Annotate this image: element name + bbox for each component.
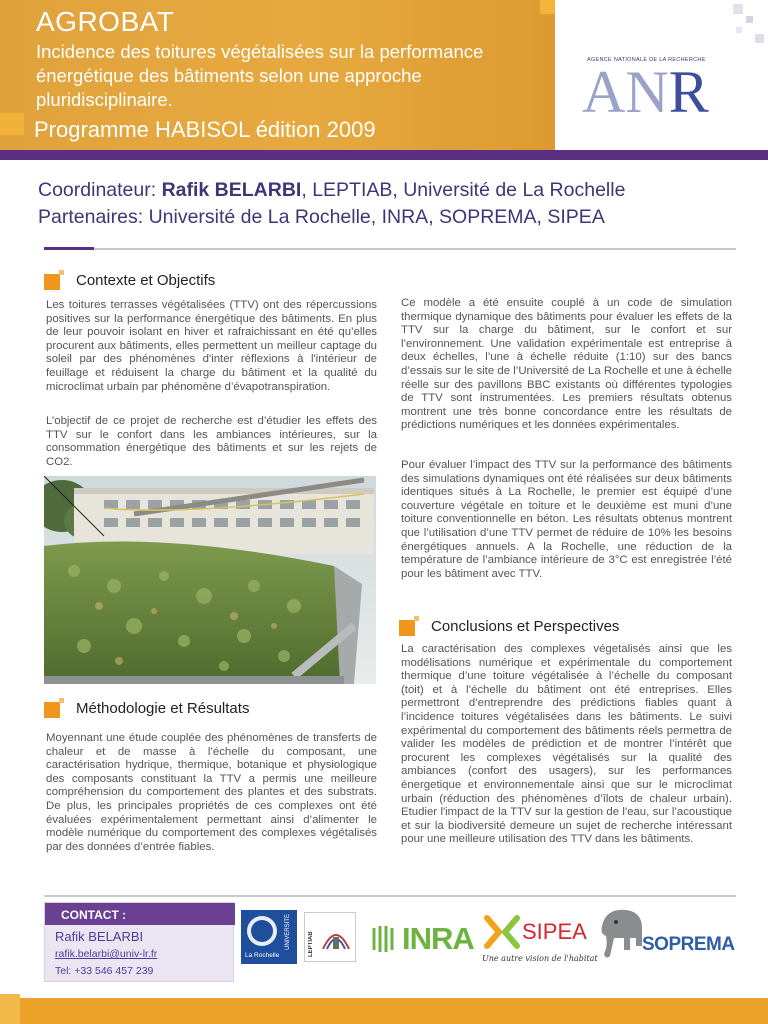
- divider-accent: [44, 247, 94, 250]
- section-title: Contexte et Objectifs: [76, 271, 216, 289]
- universite-la-rochelle-logo: [241, 910, 297, 964]
- soprema-logo: [596, 906, 742, 966]
- section-title: Méthodologie et Résultats: [76, 699, 250, 717]
- conclusions-paragraph: La caractérisation des complexes végetalisés ainsi que les modélisations numérique et expérimentale du comportement thermique d’une toiture végétalisée à l’échelle du composant (toit) et à l’échelle du bâtiment ont été entreprises. Elles permettront d’entreprendre des prédictions fiables quant à l’incidence toitures végétalisées dans les bâtiments. Le suivi expérimental du comportement des bâtiments réels permettra de valider les modèles de prédiction et de montrer l’intérêt que procurent les complexes végétalisés sur la qualité des ambiances (confort des usagers), sur les performances énergetique et environnementale ainsi que sur le microclimat urbain (réduction des phénomènes d’îlots de chaleur urbain). Etudier l'impact de la TTV sur la gestion de l'eau, sur l’acoustique et sur la biodiversité demeure un sujet de recherche intéressant pour une meilleure utilisation des TTV dans les bâtiments.: [401, 643, 732, 846]
- leptiab-logo: [304, 912, 356, 962]
- section-header-conclusions: [399, 616, 619, 636]
- logo-vertical-text: UNIVERSITÉ: [285, 913, 291, 950]
- anr-logo: [582, 52, 742, 125]
- results-paragraph-2: Pour évaluer l’impact des TTV sur la performance des bâtiments des simulations dynamiques ont été réalisées sur deux bâtiments identiques situés à La Rochelle, le premier est équipé d’une couverture végétale en toiture et le deuxième est muni d’une toiture conventionnelle en béton. Les résultats obtenus montrent que l’utilisation d’une TTV permet de réduire de 10% les besoins énergétiques annuels. A la Rochelle, une réduction de la température de l’ambiance intérieure de 3°C est enregistrée l’été pour les bâtiment avec TTV.: [401, 459, 732, 580]
- decor-square: [733, 4, 743, 14]
- inra-logo: [368, 922, 474, 958]
- section-header-methodology: [44, 698, 249, 718]
- decor-square: [755, 34, 764, 43]
- partners-text: Université de La Rochelle, INRA, SOPREMA, SIPEA: [148, 206, 605, 228]
- footer-decoration: [0, 994, 20, 1024]
- section-square-icon: [44, 270, 66, 290]
- footer-orange-bar: [0, 998, 768, 1024]
- project-subtitle: Incidence des toitures végétalisées sur la performance énergétique des bâtiments selon une approche pluridisciplinaire.: [36, 41, 484, 110]
- section-title: Conclusions et Perspectives: [431, 617, 620, 635]
- header-purple-bar: [0, 150, 768, 160]
- coordinator-line: [38, 177, 625, 203]
- coordinator-affiliation: , LEPTIAB, Université de La Rochelle: [301, 179, 626, 201]
- green-roof-photo: [44, 476, 376, 684]
- partners-label: Partenaires:: [38, 206, 144, 228]
- divider: [44, 248, 736, 250]
- banner-decoration: [540, 0, 555, 14]
- logo-caption: La Rochelle: [245, 952, 280, 959]
- section-square-icon: [44, 698, 66, 718]
- context-paragraph-2: L’objectif de ce projet de recherche est d’étudier les effets des TTV sur le confort dans les ambiances intérieures, sur la consommation énergétique des bâtiments et sur les rejets de CO2.: [46, 415, 377, 468]
- sipea-wordmark: SIPEA: [522, 919, 587, 944]
- context-paragraph-1: Les toitures terrasses végétalisées (TTV) ont des répercussions positives sur la performance énergétique des bâtiments. En plus de leur pouvoir isolant en hiver et rafraichissant en été qu’elles procurent aux bâtiments, elles permettent un meilleur captage du soleil par des phénomènes d'inter réflexions à l'intérieur de feuillage et réduisent la charge du bâtiment et la qualité du microclimat urbain par phénomène d’évapotranspiration.: [46, 299, 377, 393]
- soprema-elephant-icon: [596, 906, 646, 962]
- sipea-logo: [482, 914, 598, 970]
- anr-logo-letters: ANR: [582, 59, 709, 125]
- soprema-wordmark: SOPREMA: [642, 934, 735, 955]
- anr-logo-caption: AGENCE NATIONALE DE LA RECHERCHE: [587, 57, 706, 63]
- inra-wordmark: INRA: [402, 921, 474, 956]
- decor-square: [746, 16, 753, 23]
- coordinator-name: Rafik BELARBI: [161, 179, 302, 201]
- logo-vertical-text: LEPTIAB: [308, 931, 314, 957]
- contact-name: Rafik BELARBI: [55, 929, 144, 944]
- divider: [44, 895, 736, 897]
- coordinator-label: Coordinateur:: [38, 179, 157, 201]
- program-name: Programme HABISOL édition 2009: [34, 117, 376, 142]
- partners-line: [38, 204, 605, 230]
- contact-box: [44, 902, 234, 982]
- green-roof-image: [44, 476, 376, 684]
- contact-heading: CONTACT :: [45, 903, 235, 925]
- inra-leaf-icon: [368, 924, 398, 954]
- contact-email-link[interactable]: rafik.belarbi@univ-lr.fr: [55, 948, 158, 960]
- results-paragraph-1: Ce modèle a été ensuite couplé à un code de simulation thermique dynamique des bâtiments pour évaluer les effets de la TTV sur la charge du bâtiment, sur le confort et sur l’environnement. Une validation expérimentale est entreprise à deux échelles, l’une à échelle réduite (1:10) sur des bancs d’essais sur le site de l’Université de La Rochelle et une à échelle réelle sur des pavillons BBC existants où différentes typologies de TTV sont instrumentées. Les premiers résultats obtenus montrent une très bonne concordance entre les résultats de prédictions numériques et les données expérimentales.: [401, 297, 732, 432]
- sipea-x-icon: [484, 914, 520, 950]
- sipea-tagline: Une autre vision de l'habitat: [482, 954, 598, 963]
- section-square-icon: [399, 616, 421, 636]
- decor-square: [736, 27, 742, 33]
- page-header: [0, 0, 768, 152]
- contact-phone: Tel: +33 546 457 239: [55, 965, 154, 977]
- leptiab-emblem-icon: [319, 919, 353, 955]
- section-header-context: [44, 270, 215, 290]
- header-banner: [0, 0, 555, 152]
- project-title: AGROBAT: [36, 6, 175, 37]
- methodology-paragraph: Moyennant une étude couplée des phénomènes de transferts de chaleur et de masse à l’échelle du composant, une caractérisation hydrique, thermique, botanique et physiologique des composants constituant la TTV a permis une meilleure compréhension du comportement des plantes et des substrats. De plus, les principales propriétés de ces complexes ont été évaluées expérimentalement permettant ainsi d’alimenter le modèle numérique du comportement des complexes végétalisés par des données d’entrée fiables.: [46, 732, 377, 853]
- banner-decoration: [0, 113, 24, 135]
